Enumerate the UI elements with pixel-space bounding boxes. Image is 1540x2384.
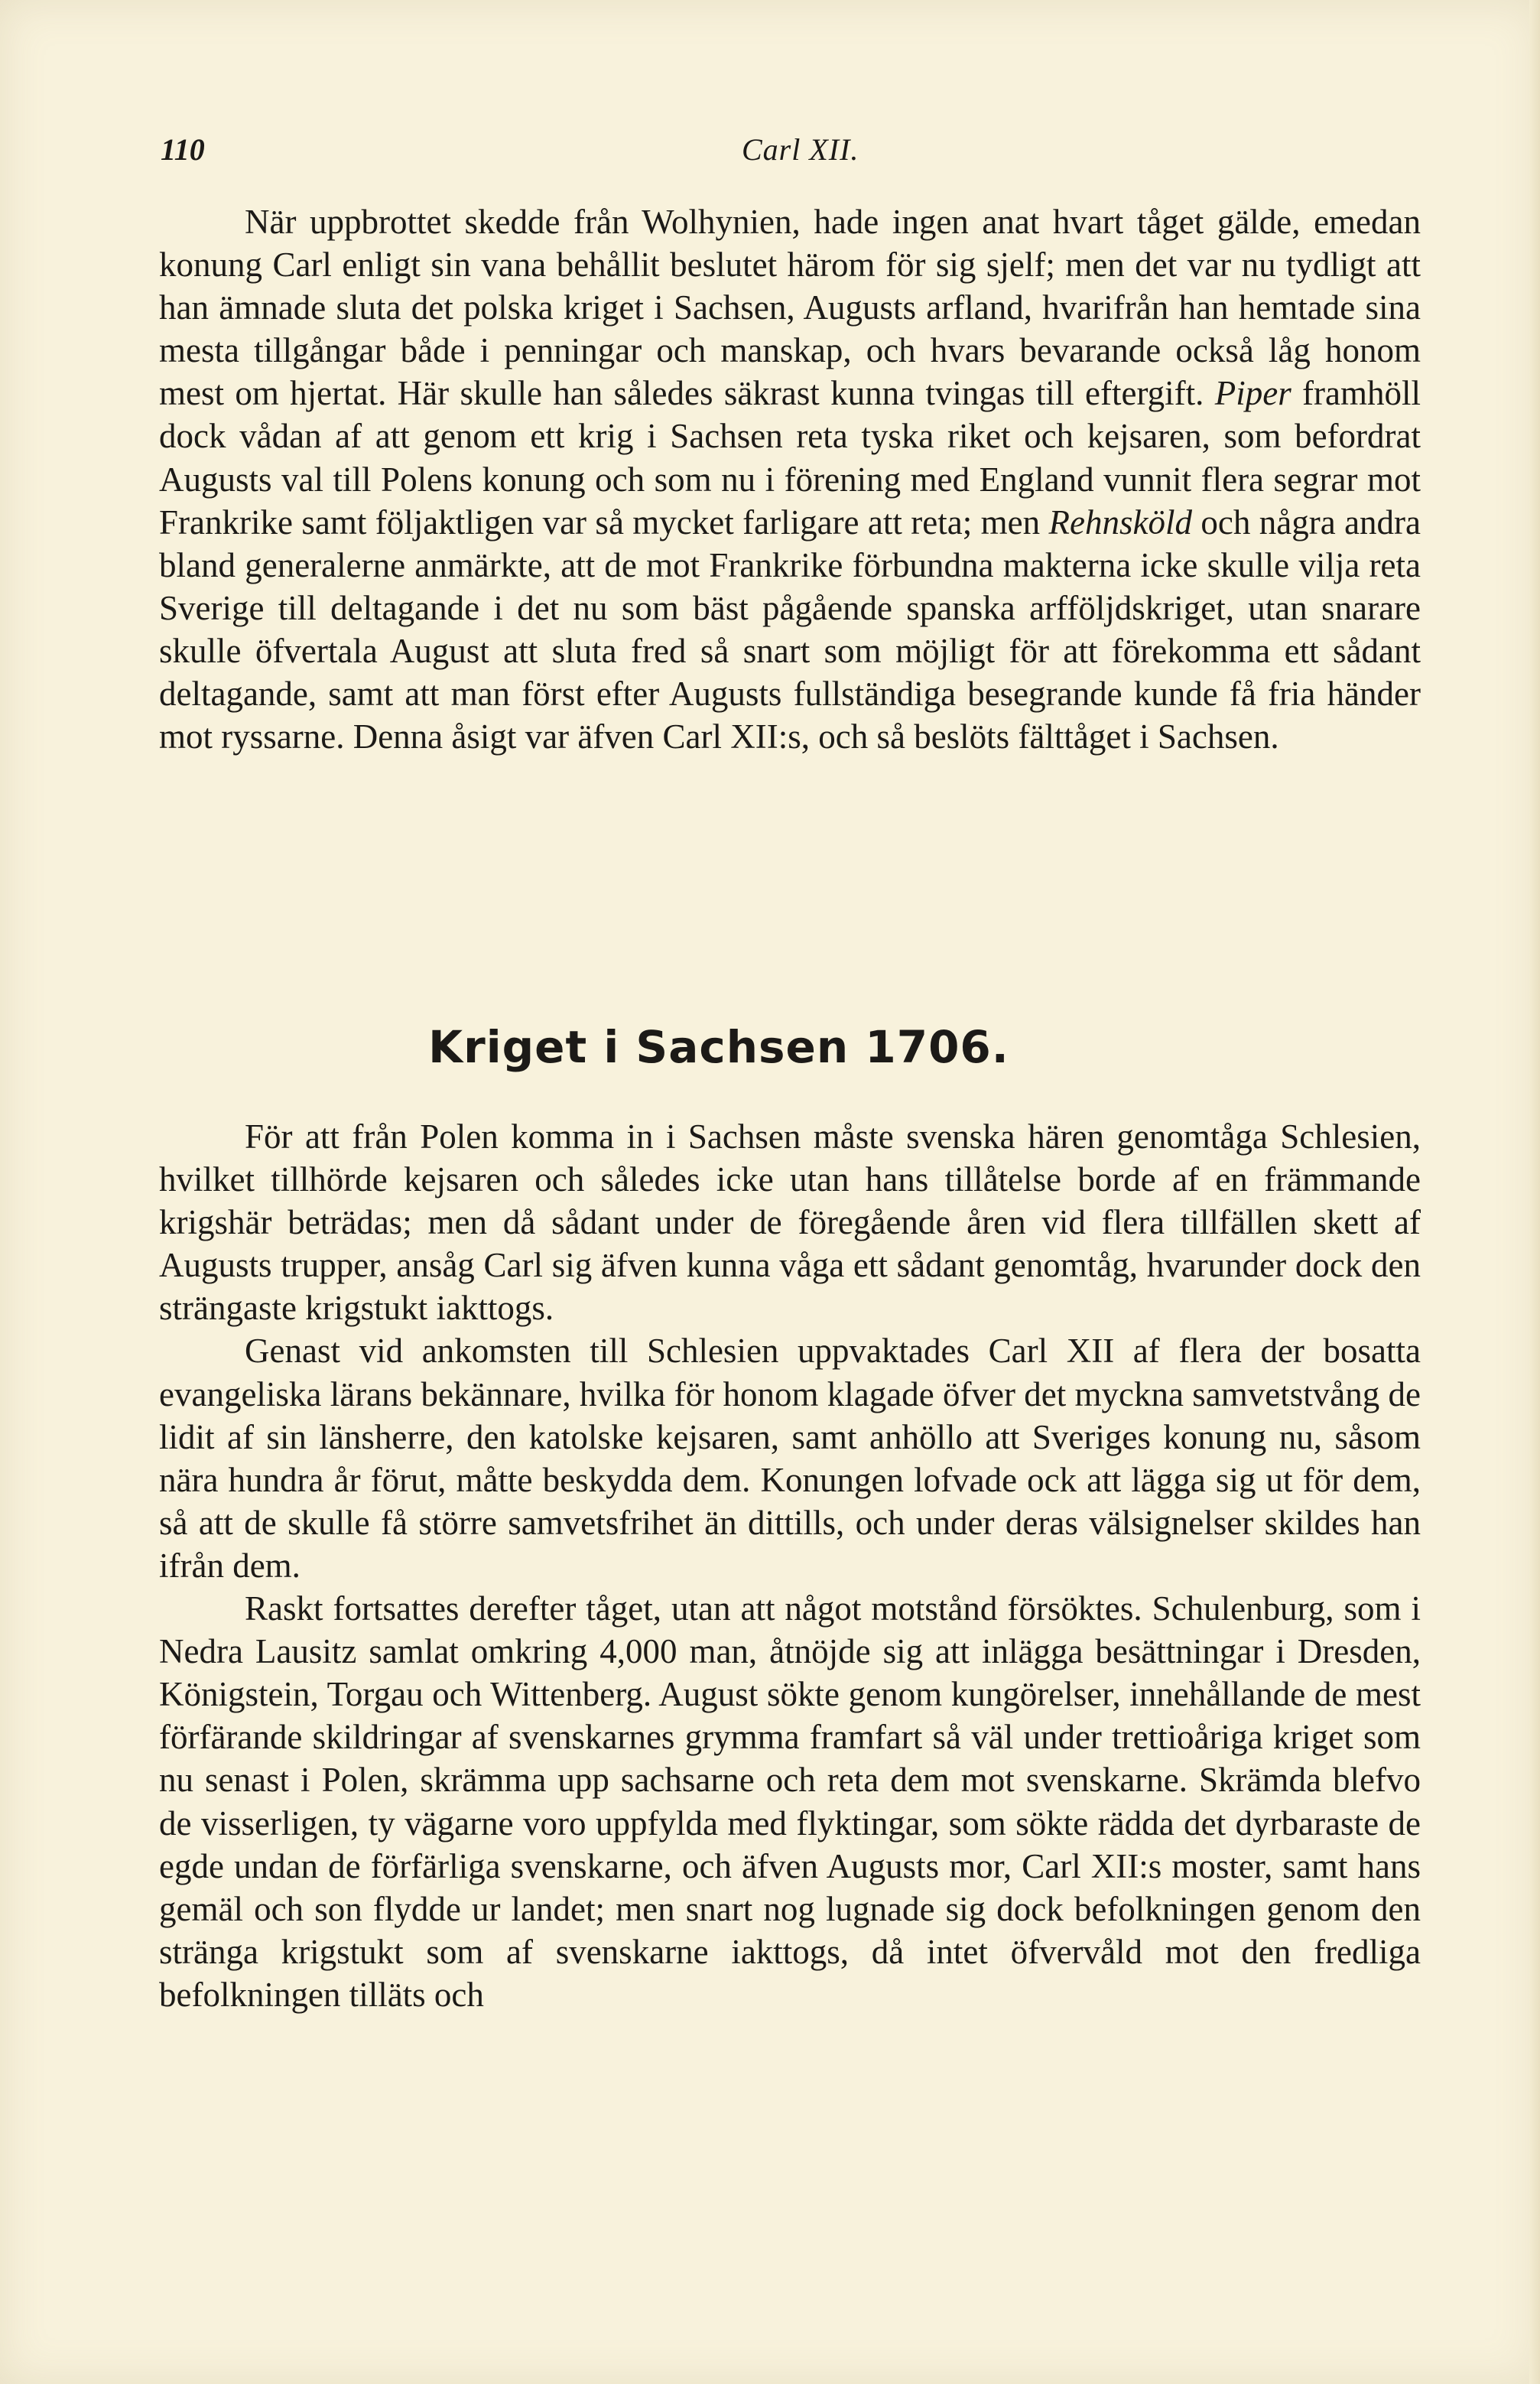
running-head	[161, 132, 1415, 177]
page-edge	[1529, 0, 1540, 2384]
section-paragraph-1: För att från Polen komma in i Sachsen måste svenska hären genomtåga Schlesien, hvilket tillhörde kejsaren och således icke utan hans tillåtelse borde af en främmande krigshär beträdas; men då sådant under de föregående åren vid flera tillfällen skett af Augusts trupper, ansåg Carl sig äfven kunna våga ett sådant genomtåg, hvarunder dock den strängaste krigstukt iakttogs.	[159, 1117, 1421, 1328]
section-heading: Kriget i Sachsen 1706.	[428, 1021, 1009, 1073]
section-paragraph-3: Raskt fortsattes derefter tåget, utan att något motstånd försöktes. Schulenburg, som i Nedra Lausitz samlat omkring 4,000 man, åtnöjde sig att inlägga besättningar i Dresden, Königstein, Torgau och Wittenberg. August sökte genom kungörelser, innehållande de mest förfärande skildringar af svenskarnes grymma framfart så väl under trettioåriga kriget som nu senast i Polen, skrämma upp sachsarne och reta dem mot svenskarne. Skrämda blefvo de visserligen, ty vägarne voro uppfylda med flyktingar, som sökte rädda det dyrbaraste de egde undan de förfärliga svenskarne, och äfven Augusts mor, Carl XII:s moster, samt hans gemäl och son flydde ur landet; men snart nog lugnade sig dock befolkningen genom den stränga krigstukt som af svenskarne iakttogs, då intet öfvervåld mot den fredliga befolkningen tilläts och	[159, 1589, 1421, 2014]
name-rehnskold: Rehnsköld	[1048, 502, 1192, 542]
intro-text-before: När uppbrottet skedde från Wolhynien, hade ingen anat hvart tåget gälde, emedan konung Carl enligt sin vana behållit beslutet härom för sig sjelf; men det var nu tydligt att han ämnade sluta det polska kriget i Sachsen, Augusts arfland, hvarifrån han hemtade sina mesta tillgångar både i penningar och manskap, och hvars bevarande också låg honom mest om hjertat. Här skulle han således säkrast kunna tvingas till eftergift.	[159, 203, 1421, 413]
running-title: Carl XII.	[742, 132, 859, 167]
section-text-block	[159, 1115, 1421, 2016]
intro-text-block	[159, 200, 1421, 758]
intro-text-after: och några andra bland generalerne anmärkte, att de mot Frankrike förbundna makterna icke skulle vilja reta Sverige till deltagande i det nu som bäst pågående spanska arfföljdskriget, utan snarare skulle öfvertala August att sluta fred så snart som möjligt för att förekomma ett sådant deltagande, samt att man först efter Augusts fullständiga besegrande kunde få fria händer mot ryssarne. Denna åsigt var äfven Carl XII:s, och så beslöts fälttåget i Sachsen.	[159, 502, 1421, 756]
name-piper: Piper	[1214, 374, 1291, 413]
page-number: 110	[161, 132, 205, 167]
intro-text-middle: framhöll dock vådan af att genom ett krig i Sachsen reta tyska riket och kejsaren, som befordrat Augusts val till Polens konung och som nu i förening med England vunnit flera segrar mot Frankrike samt följaktligen var så mycket farligare att reta; men	[159, 374, 1421, 542]
section-paragraph-2: Genast vid ankomsten till Schlesien uppvaktades Carl XII af flera der bosatta evangeliska lärans bekännare, hvilka för honom klagade öfver det myckna samvetstvång de lidit af sin länsherre, den katolske kejsaren, samt anhöllo att Sveriges konung nu, såsom nära hundra år förut, måtte beskydda dem. Konungen lofvade ock att lägga sig ut för dem, så att de skulle få större samvetsfrihet än dittills, och under deras välsignelser skildes han ifrån dem.	[159, 1332, 1421, 1585]
intro-paragraph	[159, 200, 1421, 758]
